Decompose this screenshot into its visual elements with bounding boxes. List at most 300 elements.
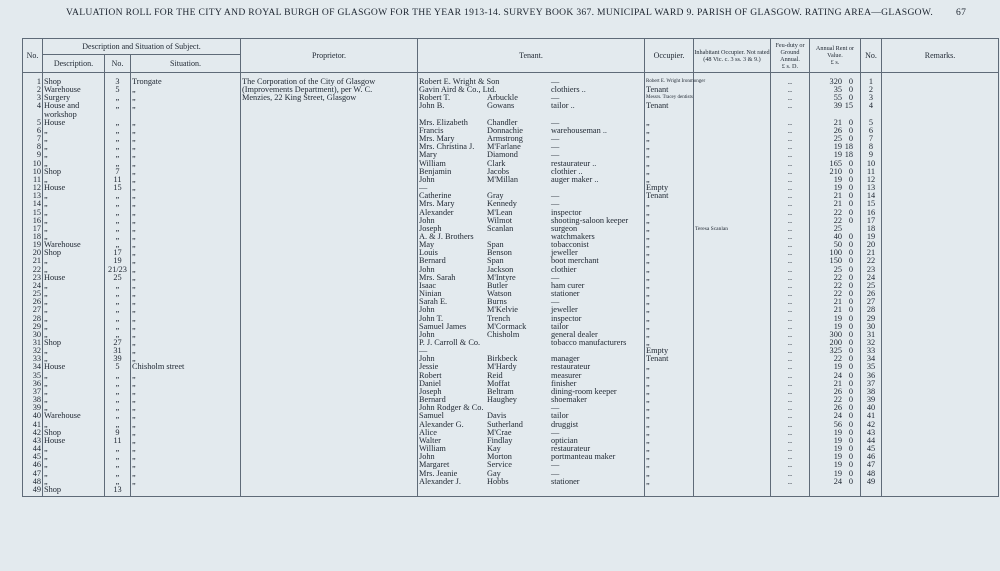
row-proprietor bbox=[241, 102, 418, 110]
row-description: „ bbox=[43, 470, 105, 478]
row-number-right: 41 bbox=[861, 412, 882, 420]
row-inhabitant-occupier bbox=[694, 470, 771, 478]
row-occupier: „ bbox=[645, 257, 694, 265]
row-feu-duty: .. bbox=[771, 200, 810, 208]
row-proprietor bbox=[241, 151, 418, 159]
row-description: „ bbox=[43, 282, 105, 290]
row-inhabitant-occupier bbox=[694, 135, 771, 143]
annual-shillings: 18 bbox=[844, 150, 853, 160]
tenant-occupation: — bbox=[551, 199, 560, 209]
row-occupier: „ bbox=[645, 168, 694, 176]
tenant-last-name: Watson bbox=[487, 289, 512, 299]
row-proprietor bbox=[241, 73, 418, 87]
col-no-right: No. bbox=[861, 39, 882, 73]
row-proprietor bbox=[241, 470, 418, 478]
row-situation bbox=[131, 461, 241, 469]
tenant-first-name: Joseph bbox=[419, 223, 442, 233]
row-number: 43 bbox=[23, 437, 43, 445]
situation-text: „ bbox=[132, 346, 136, 356]
annual-pounds: 39 bbox=[833, 101, 842, 111]
row-street-number: „ bbox=[105, 453, 131, 461]
tenant-occupation: jeweller bbox=[551, 248, 578, 258]
row-proprietor bbox=[241, 396, 418, 404]
tenant-first-name: May bbox=[419, 240, 435, 250]
tenant-occupation: measurer bbox=[551, 370, 582, 380]
row-tenant bbox=[418, 282, 645, 290]
row-situation bbox=[131, 412, 241, 420]
row-inhabitant-occupier bbox=[694, 315, 771, 323]
row-feu-duty: .. bbox=[771, 184, 810, 192]
row-number: 23 bbox=[23, 274, 43, 282]
page-title: VALUATION ROLL FOR THE CITY AND ROYAL BURGH OF GLASGOW FOR THE YEAR 1913-14. SURVEY BOOK 367. MUNICIPAL WARD 9. PARISH OF GLASGOW. RATING AREA—GLASGOW. bbox=[66, 7, 934, 18]
tenant-last-name: Kay bbox=[487, 444, 501, 454]
tenant-last-name: Beltram bbox=[487, 386, 514, 396]
proprietor-line: Menzies, 22 King Street, Glasgow bbox=[242, 93, 357, 103]
row-number-right: 42 bbox=[861, 421, 882, 429]
row-occupier: „ bbox=[645, 388, 694, 396]
row-situation bbox=[131, 160, 241, 168]
row-occupier: Tenant bbox=[645, 86, 694, 94]
row-description: House bbox=[43, 119, 105, 127]
row-occupier: „ bbox=[645, 217, 694, 225]
situation-text: „ bbox=[132, 191, 136, 201]
row-number: 31 bbox=[23, 339, 43, 347]
row-number-right: 2 bbox=[861, 86, 882, 94]
row-street-number: „ bbox=[105, 282, 131, 290]
tenant-first-name: John B. bbox=[419, 101, 445, 111]
row-proprietor bbox=[241, 168, 418, 176]
tenant-first-name: Benjamin bbox=[419, 166, 452, 176]
row-occupier: „ bbox=[645, 306, 694, 314]
annual-pounds: 21 bbox=[833, 305, 842, 315]
tenant-last-name: Jacobs bbox=[487, 166, 510, 176]
row-remarks bbox=[882, 372, 999, 380]
tenant-first-name: Margaret bbox=[419, 460, 450, 470]
row-description: House bbox=[43, 437, 105, 445]
row-remarks bbox=[882, 429, 999, 437]
row-number: 18 bbox=[23, 233, 43, 241]
row-remarks bbox=[882, 209, 999, 217]
row-tenant bbox=[418, 249, 645, 257]
row-occupier: „ bbox=[645, 445, 694, 453]
situation-text: „ bbox=[132, 264, 136, 274]
annual-shillings: 0 bbox=[848, 386, 853, 396]
row-description: Shop bbox=[43, 73, 105, 87]
row-tenant bbox=[418, 241, 645, 249]
row-inhabitant-occupier: Teresa Scanlan bbox=[694, 225, 771, 233]
tenant-last-name: Diamond bbox=[487, 150, 518, 160]
row-number: 44 bbox=[23, 445, 43, 453]
row-situation bbox=[131, 217, 241, 225]
annual-shillings: 0 bbox=[848, 444, 853, 454]
row-tenant bbox=[418, 176, 645, 184]
row-situation bbox=[131, 306, 241, 314]
tenant-occupation: — bbox=[551, 460, 560, 470]
row-feu-duty: .. bbox=[771, 168, 810, 176]
row-proprietor bbox=[241, 478, 418, 486]
row-number-right: 10 bbox=[861, 160, 882, 168]
row-situation bbox=[131, 257, 241, 265]
tenant-occupation: surgeon bbox=[551, 223, 578, 233]
row-situation bbox=[131, 404, 241, 412]
tenant-occupation: — bbox=[551, 403, 560, 413]
row-number: 45 bbox=[23, 453, 43, 461]
tenant-last-name: M'Kelvie bbox=[487, 305, 518, 315]
annual-shillings: 0 bbox=[848, 248, 853, 258]
row-description: Shop bbox=[43, 486, 105, 497]
row-occupier: „ bbox=[645, 298, 694, 306]
row-occupier: „ bbox=[645, 200, 694, 208]
row-proprietor bbox=[241, 486, 418, 497]
row-proprietor bbox=[241, 176, 418, 184]
row-proprietor bbox=[241, 461, 418, 469]
row-street-number: „ bbox=[105, 241, 131, 249]
tenant-last-name: Hobbs bbox=[487, 476, 509, 486]
tenant-first-name: P. J. Carroll & Co. bbox=[419, 338, 481, 347]
row-street-number: 11 bbox=[105, 176, 131, 184]
row-description: „ bbox=[43, 421, 105, 429]
row-feu-duty: .. bbox=[771, 86, 810, 94]
row-street-number: 15 bbox=[105, 184, 131, 192]
annual-shillings: 0 bbox=[848, 297, 853, 307]
row-occupier: „ bbox=[645, 380, 694, 388]
row-proprietor bbox=[241, 225, 418, 233]
row-feu-duty: .. bbox=[771, 470, 810, 478]
annual-shillings: 0 bbox=[848, 395, 853, 405]
tenant-first-name: Francis bbox=[419, 125, 444, 135]
row-street-number: 27 bbox=[105, 339, 131, 347]
row-inhabitant-occupier bbox=[694, 176, 771, 184]
row-description: „ bbox=[43, 135, 105, 143]
situation-text: „ bbox=[132, 215, 136, 225]
row-situation bbox=[131, 421, 241, 429]
tenant-first-name: Robert bbox=[419, 370, 442, 380]
row-remarks bbox=[882, 290, 999, 298]
row-number-right: 35 bbox=[861, 363, 882, 371]
situation-text: Chisholm street bbox=[132, 362, 185, 372]
row-feu-duty: .. bbox=[771, 461, 810, 469]
row-number: 1 bbox=[23, 73, 43, 87]
row-number: 5 bbox=[23, 119, 43, 127]
tenant-last-name: Gowans bbox=[487, 101, 515, 111]
row-feu-duty: .. bbox=[771, 388, 810, 396]
tenant-occupation: — bbox=[551, 150, 560, 160]
row-proprietor bbox=[241, 388, 418, 396]
row-number: 41 bbox=[23, 421, 43, 429]
row-remarks bbox=[882, 225, 999, 233]
row-proprietor bbox=[241, 119, 418, 127]
tenant-last-name: M'Lean bbox=[487, 207, 513, 217]
row-description: „ bbox=[43, 453, 105, 461]
situation-text: „ bbox=[132, 150, 136, 160]
row-remarks bbox=[882, 257, 999, 265]
row-remarks bbox=[882, 445, 999, 453]
row-proprietor bbox=[241, 323, 418, 331]
situation-text: „ bbox=[132, 403, 136, 413]
row-number-right: 27 bbox=[861, 298, 882, 306]
row-description: „ bbox=[43, 315, 105, 323]
row-proprietor bbox=[241, 306, 418, 314]
row-street-number: „ bbox=[105, 151, 131, 159]
row-remarks bbox=[882, 461, 999, 469]
row-feu-duty: .. bbox=[771, 429, 810, 437]
row-feu-duty: .. bbox=[771, 282, 810, 290]
row-street-number: 19 bbox=[105, 257, 131, 265]
row-inhabitant-occupier bbox=[694, 94, 771, 102]
row-number-right: 7 bbox=[861, 135, 882, 143]
row-remarks bbox=[882, 266, 999, 274]
row-tenant bbox=[418, 453, 645, 461]
tenant-occupation: — bbox=[551, 468, 560, 478]
tenant-last-name: Sutherland bbox=[487, 419, 523, 429]
row-occupier: „ bbox=[645, 176, 694, 184]
situation-text: „ bbox=[132, 329, 136, 339]
annual-pounds: 22 bbox=[833, 395, 842, 405]
tenant-occupation: tailor bbox=[551, 101, 569, 111]
annual-shillings: 0 bbox=[848, 411, 853, 421]
row-number: 32 bbox=[23, 347, 43, 355]
proprietor-line: The Corporation of the City of Glasgow bbox=[242, 77, 376, 86]
row-remarks bbox=[882, 339, 999, 347]
row-feu-duty: .. bbox=[771, 176, 810, 184]
row-feu-duty: .. bbox=[771, 347, 810, 355]
row-number: 24 bbox=[23, 282, 43, 290]
tenant-last-name: M'Farlane bbox=[487, 142, 521, 152]
annual-pounds: 22 bbox=[833, 354, 842, 364]
row-situation bbox=[131, 135, 241, 143]
row-street-number: „ bbox=[105, 412, 131, 420]
annual-pounds: 300 bbox=[829, 329, 842, 339]
row-remarks bbox=[882, 168, 999, 176]
row-number-right: 48 bbox=[861, 470, 882, 478]
annual-pounds: 24 bbox=[833, 370, 842, 380]
row-feu-duty: .. bbox=[771, 102, 810, 110]
row-annual-value bbox=[810, 486, 861, 497]
tenant-occupation: — bbox=[551, 142, 560, 152]
row-street-number: „ bbox=[105, 478, 131, 486]
tenant-first-name: Mrs. Mary bbox=[419, 134, 455, 144]
row-situation bbox=[131, 192, 241, 200]
annual-shillings: 0 bbox=[848, 77, 853, 86]
tenant-last-name: Span bbox=[487, 240, 504, 250]
row-street-number: 5 bbox=[105, 363, 131, 371]
row-proprietor bbox=[241, 445, 418, 453]
row-number-right: 20 bbox=[861, 241, 882, 249]
situation-text: „ bbox=[132, 354, 136, 364]
tenant-first-name: Walter bbox=[419, 435, 441, 445]
row-proprietor bbox=[241, 200, 418, 208]
row-situation bbox=[131, 274, 241, 282]
row-feu-duty: .. bbox=[771, 380, 810, 388]
row-situation bbox=[131, 315, 241, 323]
tenant-last-name: Armstrong bbox=[487, 134, 523, 144]
tenant-last-name: Arbuckle bbox=[487, 93, 518, 103]
tenant-first-name: Louis bbox=[419, 248, 438, 258]
row-situation bbox=[131, 119, 241, 127]
row-number: 7 bbox=[23, 135, 43, 143]
tenant-last-name: Wilmot bbox=[487, 215, 513, 225]
tenant-occupation: finisher bbox=[551, 378, 577, 388]
row-remarks bbox=[882, 437, 999, 445]
row-proprietor bbox=[241, 380, 418, 388]
row-number: 49 bbox=[23, 486, 43, 497]
row-situation bbox=[131, 470, 241, 478]
row-remarks bbox=[882, 453, 999, 461]
row-number-right: 33 bbox=[861, 347, 882, 355]
row-number: 17 bbox=[23, 225, 43, 233]
tenant-occupation: — bbox=[551, 191, 560, 201]
row-feu-duty: .. bbox=[771, 372, 810, 380]
row-proprietor bbox=[241, 266, 418, 274]
row-proprietor bbox=[241, 282, 418, 290]
tenant-last-name: M'Crae bbox=[487, 427, 512, 437]
annual-shillings: 18 bbox=[844, 142, 853, 152]
row-feu-duty: .. bbox=[771, 119, 810, 127]
situation-text: „ bbox=[132, 476, 136, 486]
annual-shillings: 0 bbox=[848, 280, 853, 290]
row-number: 28 bbox=[23, 315, 43, 323]
situation-text: „ bbox=[132, 183, 136, 193]
row-description: „ bbox=[43, 217, 105, 225]
row-number-right: 14 bbox=[861, 192, 882, 200]
tenant-occupation: — bbox=[551, 427, 560, 437]
tenant-last-name: Jackson bbox=[487, 264, 514, 274]
proprietor-line: (Improvements Department), per W. C. bbox=[242, 85, 373, 95]
situation-text: „ bbox=[132, 256, 136, 266]
row-number: 29 bbox=[23, 323, 43, 331]
row-tenant bbox=[418, 151, 645, 159]
tenant-first-name: Gavin Aird & Co., Ltd. bbox=[419, 85, 497, 95]
tenant-first-name: Alice bbox=[419, 427, 437, 437]
row-inhabitant-occupier bbox=[694, 331, 771, 339]
row-occupier bbox=[645, 111, 694, 119]
tenant-last-name: Chisholm bbox=[487, 329, 520, 339]
row-proprietor bbox=[241, 257, 418, 265]
row-description: House bbox=[43, 274, 105, 282]
annual-shillings: 0 bbox=[848, 240, 853, 250]
tenant-occupation: shoemaker bbox=[551, 395, 587, 405]
row-number: 19 bbox=[23, 241, 43, 249]
annual-pounds: 19 bbox=[833, 362, 842, 372]
row-situation bbox=[131, 445, 241, 453]
row-situation bbox=[131, 225, 241, 233]
tenant-occupation: dining-room keeper bbox=[551, 386, 617, 396]
annual-value-units: £ s. bbox=[830, 59, 840, 66]
tenant-occupation: — bbox=[551, 134, 560, 144]
row-feu-duty: .. bbox=[771, 396, 810, 404]
situation-text: „ bbox=[132, 85, 136, 95]
situation-text: „ bbox=[132, 452, 136, 462]
row-remarks bbox=[882, 298, 999, 306]
row-proprietor bbox=[241, 135, 418, 143]
situation-text: „ bbox=[132, 134, 136, 144]
row-occupier: „ bbox=[645, 209, 694, 217]
tenant-last-name: Scanlan bbox=[487, 223, 514, 233]
row-number: 30 bbox=[23, 331, 43, 339]
annual-pounds: 26 bbox=[833, 403, 842, 413]
row-description: „ bbox=[43, 306, 105, 314]
row-occupier: „ bbox=[645, 160, 694, 168]
row-number-right: 5 bbox=[861, 119, 882, 127]
row-number: 8 bbox=[23, 143, 43, 151]
row-description: Warehouse bbox=[43, 412, 105, 420]
row-street-number: „ bbox=[105, 306, 131, 314]
row-inhabitant-occupier bbox=[694, 396, 771, 404]
row-number-right: 36 bbox=[861, 372, 882, 380]
row-inhabitant-occupier bbox=[694, 119, 771, 127]
row-inhabitant-occupier bbox=[694, 274, 771, 282]
tenant-first-name: Robert E. Wright & Son bbox=[419, 77, 500, 86]
tenant-last-name: Donnachie bbox=[487, 125, 523, 135]
situation-text: „ bbox=[132, 395, 136, 405]
row-occupier: Robert E. Wright Ironmonger bbox=[645, 73, 694, 87]
tenant-occupation: inspector bbox=[551, 207, 582, 217]
annual-shillings: 0 bbox=[848, 289, 853, 299]
row-inhabitant-occupier bbox=[694, 73, 771, 87]
tenant-first-name: Mary bbox=[419, 150, 437, 160]
row-feu-duty: .. bbox=[771, 127, 810, 135]
row-tenant bbox=[418, 217, 645, 225]
row-proprietor bbox=[241, 143, 418, 151]
tenant-last-name: Moffat bbox=[487, 378, 510, 388]
row-situation bbox=[131, 94, 241, 102]
row-remarks bbox=[882, 143, 999, 151]
row-number: 33 bbox=[23, 355, 43, 363]
row-description: „ bbox=[43, 290, 105, 298]
situation-text: „ bbox=[132, 468, 136, 478]
row-street-number: „ bbox=[105, 233, 131, 241]
row-number: 26 bbox=[23, 298, 43, 306]
row-number: 16 bbox=[23, 217, 43, 225]
annual-pounds: 320 bbox=[829, 77, 842, 86]
row-feu-duty: .. bbox=[771, 241, 810, 249]
row-inhabitant-occupier bbox=[694, 388, 771, 396]
tenant-first-name: Mrs. Sarah bbox=[419, 272, 456, 282]
row-street-number: 39 bbox=[105, 355, 131, 363]
row-proprietor bbox=[241, 421, 418, 429]
row-remarks bbox=[882, 380, 999, 388]
row-situation bbox=[131, 266, 241, 274]
row-tenant bbox=[418, 437, 645, 445]
tenant-first-name: Bernard bbox=[419, 395, 446, 405]
row-inhabitant-occupier bbox=[694, 437, 771, 445]
row-inhabitant-occupier bbox=[694, 363, 771, 371]
row-inhabitant-occupier bbox=[694, 445, 771, 453]
row-tenant bbox=[418, 168, 645, 176]
row-occupier: „ bbox=[645, 290, 694, 298]
tenant-first-name: John bbox=[419, 329, 435, 339]
tenant-occupation: — bbox=[551, 297, 560, 307]
row-situation bbox=[131, 209, 241, 217]
row-number-right bbox=[861, 486, 882, 497]
row-occupier: „ bbox=[645, 233, 694, 241]
annual-shillings: 0 bbox=[848, 338, 853, 347]
annual-pounds: 26 bbox=[833, 386, 842, 396]
annual-pounds: 25 bbox=[833, 223, 842, 233]
tenant-occupation: warehouseman bbox=[551, 125, 601, 135]
annual-shillings: 0 bbox=[848, 305, 853, 315]
row-tenant bbox=[418, 184, 645, 192]
row-situation bbox=[131, 478, 241, 486]
row-number-right: 37 bbox=[861, 380, 882, 388]
row-number-right: 38 bbox=[861, 388, 882, 396]
row-inhabitant-occupier bbox=[694, 461, 771, 469]
row-number: 11 bbox=[23, 176, 43, 184]
tenant-occupation: boot merchant bbox=[551, 256, 599, 266]
row-proprietor bbox=[241, 233, 418, 241]
situation-text: „ bbox=[132, 142, 136, 152]
row-number-right: 45 bbox=[861, 445, 882, 453]
